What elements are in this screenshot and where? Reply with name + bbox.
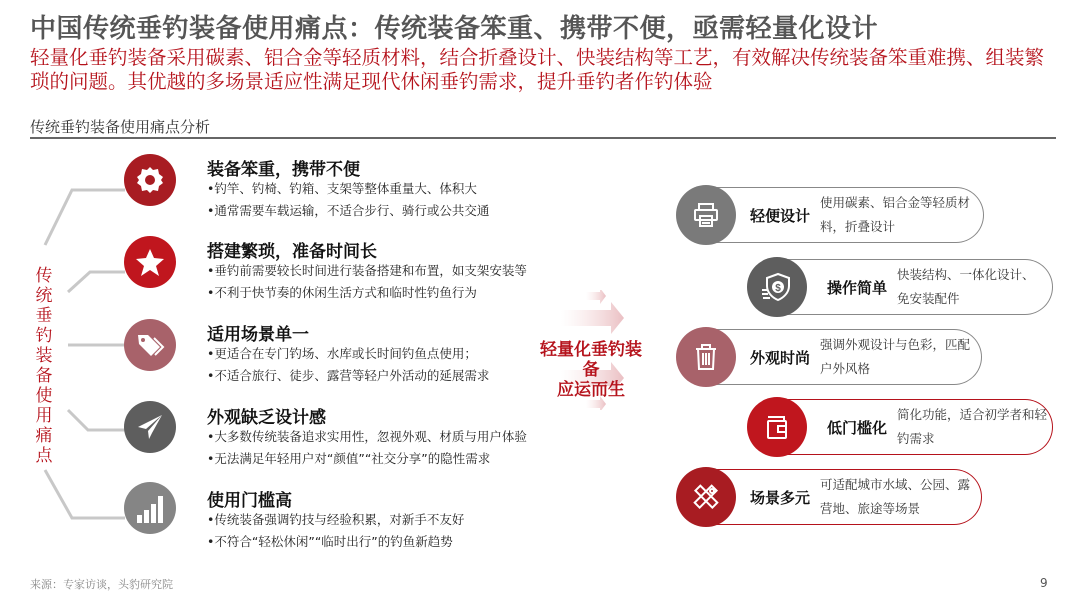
solution-title: 外观时尚 xyxy=(750,348,811,367)
solution-title: 低门槛化 xyxy=(827,418,888,437)
bar-chart-icon xyxy=(124,482,176,534)
page-number: 9 xyxy=(1040,576,1048,590)
pain-bullet: •钓竿、钓椅、钓箱、支架等整体重量大、体积大 xyxy=(207,181,477,196)
pain-title-2: 搭建繁琐，准备时间长 xyxy=(207,242,377,262)
solution-title: 轻便设计 xyxy=(750,206,811,225)
wallet-icon xyxy=(747,397,807,457)
solution-desc: 使用碳素、铝合金等轻质材料，折叠设计 xyxy=(820,195,971,234)
solution-title: 场景多元 xyxy=(750,488,811,507)
gear-icon xyxy=(124,154,176,206)
pain-bullet: •不利于快节奏的休闲生活方式和临时性钓鱼行为 xyxy=(207,285,477,300)
section-heading: 传统垂钓装备使用痛点分析 xyxy=(30,118,211,136)
pain-bullet: •更适合在专门钓场、水库或长时间钓鱼点使用； xyxy=(207,346,477,361)
solution-card-1 xyxy=(706,187,984,243)
solution-title: 操作简单 xyxy=(827,278,888,297)
pain-bullet: •通常需要车载运输，不适合步行、骑行或公共交通 xyxy=(207,203,490,218)
trash-icon xyxy=(676,327,736,387)
page-subtitle: 轻量化垂钓装备采用碳素、铝合金等轻质材料，结合折叠设计、快装结构等工艺，有效解决传统装备笨重难携、组装繁琐的问题。其优越的多场景适应性满足现代休闲垂钓需求，提升垂钓者作钓体验 xyxy=(30,46,1045,93)
tag-icon xyxy=(124,319,176,371)
solution-desc: 简化功能，适合初学者和轻钓需求 xyxy=(897,407,1048,446)
star-icon xyxy=(124,236,176,288)
svg-text:$: $ xyxy=(775,283,781,294)
center-line-1: 轻量化垂钓装备 xyxy=(540,340,642,380)
solution-desc: 强调外观设计与色彩，匹配户外风格 xyxy=(820,337,971,376)
solution-card-3 xyxy=(706,329,982,385)
ruler-pencil-icon xyxy=(676,467,736,527)
shield-dollar-icon xyxy=(747,257,807,317)
solution-desc: 可适配城市水域、公园、露营地、旅途等场景 xyxy=(820,477,971,516)
printer-icon xyxy=(676,185,736,245)
pain-bullet: •无法满足年轻用户对“颜值”“社交分享”的隐性需求 xyxy=(207,451,491,466)
pain-bullet: •大多数传统装备追求实用性，忽视外观、材质与用户体验 xyxy=(207,429,527,444)
pain-title-3: 适用场景单一 xyxy=(207,325,309,345)
solution-card-2 xyxy=(777,259,1053,315)
source-note: 来源：专家访谈，头豹研究院 xyxy=(30,578,173,591)
solution-desc: 快装结构、一体化设计、免安装配件 xyxy=(897,267,1035,306)
pain-bullet: •传统装备强调钓技与经验积累，对新手不友好 xyxy=(207,512,465,527)
pain-bullet: •不适合旅行、徒步、露营等轻户外活动的延展需求 xyxy=(207,368,490,383)
center-line-2: 应运而生 xyxy=(557,380,625,400)
solution-card-5 xyxy=(706,469,982,525)
pain-title-5: 使用门槛高 xyxy=(207,491,292,511)
page-title: 中国传统垂钓装备使用痛点：传统装备笨重、携带不便，亟需轻量化设计 xyxy=(30,14,879,44)
pain-bullet: •垂钓前需要较长时间进行装备搭建和布置，如支架安装等 xyxy=(207,263,527,278)
pain-title-1: 装备笨重，携带不便 xyxy=(207,160,360,180)
solution-card-4 xyxy=(777,399,1053,455)
pain-bullet: •不符合“轻松休闲”“临时出行”的钓鱼新趋势 xyxy=(207,534,453,549)
paper-plane-icon xyxy=(124,401,176,453)
pain-title-4: 外观缺乏设计感 xyxy=(207,408,326,428)
vertical-label: 传统垂钓装备使用痛点 xyxy=(35,266,53,466)
center-headline xyxy=(536,340,646,400)
